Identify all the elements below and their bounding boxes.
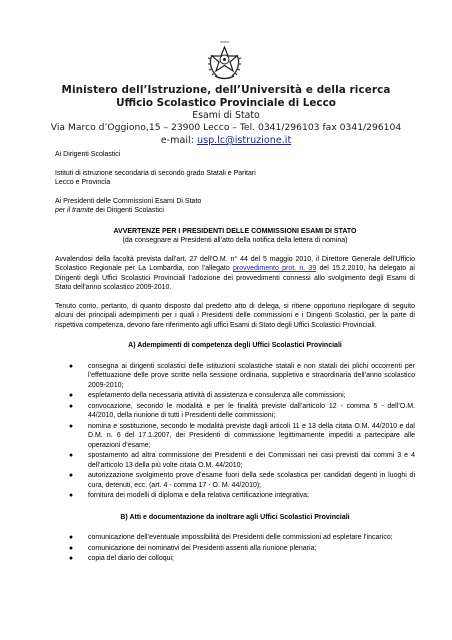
list-item: ● espletamento della necessaria attività di assistenza e consulenza alle commissioni; (68, 392, 346, 399)
list-item: ● comunicazione dei nominativi dei Presidenti assenti alla riunione plenaria; (68, 544, 317, 552)
intro-text: Avvalendosi della facoltà prevista dall’art. 27 dell’O.M. n° 44 del 5 maggio 2010, il Direttore Generale dell’Ufficio Scolastico Regionale per La Lombardia, con l’allegato (55, 255, 415, 272)
list-item: ● consegna ai dirigenti scolastici delle istituzioni scolastiche statali e non statali dei plichi occorrenti per l’effettuazione delle prove scritte nella sessione ordinaria, suppletiva e straordinaria dell’anno scolastico 2009-2010; (68, 362, 415, 389)
bullet-icon: ● (68, 452, 74, 459)
email-label: e-mail: (160, 135, 197, 146)
list-item: ● convocazione, secondo le modalità e per le finalità previste dall’articolo 12 - comma 5 - dell’O.M. 44/2010, della riunione di tutti i Presidenti delle commissioni; (68, 402, 415, 419)
email-line (0, 134, 452, 147)
bullet-icon: ● (68, 534, 74, 541)
section-b-title: B) Atti e documentazione da inoltrare agli Uffici Scolastici Provinciali (120, 513, 350, 521)
bullet-icon: ● (68, 402, 74, 410)
list-item: ● fornitura dei modelli di diploma e della relativa certificazione integrativa; (68, 492, 310, 499)
intro-text: del 15.2.2010, ha delegato ai Dirigenti degli Uffici Scolastici Provinciali l’adozione dei provvedimenti connessi allo svolgimento degli Esami di Stato dell’anno scolastico 2009-2010. (55, 265, 415, 291)
provvedimento-link[interactable]: provvedimento prot. n. 39 (232, 265, 317, 272)
bullet-icon: ● (68, 492, 74, 499)
bullet-icon: ● (68, 392, 74, 399)
document-body (55, 150, 415, 565)
list-item: ● nomina e sostituzione, secondo le modalità previste dagli articoli 11 e 13 della citata O.M. 44/2010 e dal D.M. n. 6 del 17.1.2007, dei Presidenti di commissione legittimamente impediti a partecipare alle operazioni d’esame; (68, 422, 415, 449)
office-name: Ufficio Scolastico Provinciale di Lecco (116, 97, 336, 109)
bullet-icon: ● (68, 544, 74, 552)
email-link[interactable]: usp.lc@istruzione.it (196, 135, 292, 146)
recipient-line (55, 206, 415, 216)
section-b-list (55, 533, 415, 564)
department-name: Esami di Stato (192, 110, 260, 121)
recipient-line: Ai Dirigenti Scolastici (55, 151, 121, 158)
document-subtitle: (da consegnare ai Presidenti all’atto della notifica della lettera di nomina) (122, 237, 348, 244)
list-item: ● autorizzazione svolgimento prove d’esame fuori della sede scolastica per candidati degenti in luoghi di cura, detenuti, ecc. (art. 4 - comma 17 - O. M. 44/2010); (68, 472, 415, 489)
recipient-rest: dei Dirigenti Scolastici (93, 207, 164, 214)
intro-paragraph: Tenuto conto, pertanto, di quanto disposto dal predetto atto di delega, si ritiene opportuno riepilogare di seguito alcuni dei principali adempimenti per i quali i Presidenti delle commissioni e i Dirigenti Scolastici, per la parte di rispettiva competenza, devono fare riferimento agli uffici Esami di Stato degli Uffici Scolastici Provinciali. (55, 302, 415, 329)
italian-republic-emblem-icon (206, 41, 243, 81)
bullet-icon: ● (68, 472, 74, 479)
recipient-italic: per il tramite (55, 207, 94, 214)
section-a-title: A) Adempimenti di competenza degli Uffici Scolastici Provinciali (128, 342, 342, 349)
ministry-name: Ministero dell’Istruzione, dell’Università e della ricerca (61, 84, 391, 96)
letterhead (0, 84, 452, 147)
list-item: ● spostamento ad altra commissione dei Presidenti e dei Commissari nei casi previsti dai commi 3 e 4 dell’articolo 13 della più volte citata O.M. 44/2010; (68, 452, 415, 469)
document-title: AVVERTENZE PER I PRESIDENTI DELLE COMMISSIONI ESAMI DI STATO (113, 227, 357, 235)
list-item: ● copia del diario dei colloqui; (68, 555, 174, 562)
bullet-icon: ● (68, 555, 74, 562)
list-item: ● comunicazione dell’eventuale impossibilità dei Presidenti delle commissioni ad espletare l’incarico; (68, 534, 393, 541)
intro-paragraph (55, 255, 415, 293)
bullet-icon: ● (68, 362, 74, 370)
recipient-line: Istituti di istruzione secondaria di secondo grado Statali e Paritari (55, 169, 256, 177)
recipient-line: Ai Presidenti delle Commissioni Esami Di Stato (55, 197, 202, 205)
recipient-line: Lecco e Provincia (55, 179, 111, 186)
office-address: Via Marco d’Oggiono,15 – 23900 Lecco – Tel. 0341/296103 fax 0341/296104 (50, 122, 402, 133)
bullet-icon: ● (68, 422, 74, 430)
section-a-list (55, 362, 415, 501)
